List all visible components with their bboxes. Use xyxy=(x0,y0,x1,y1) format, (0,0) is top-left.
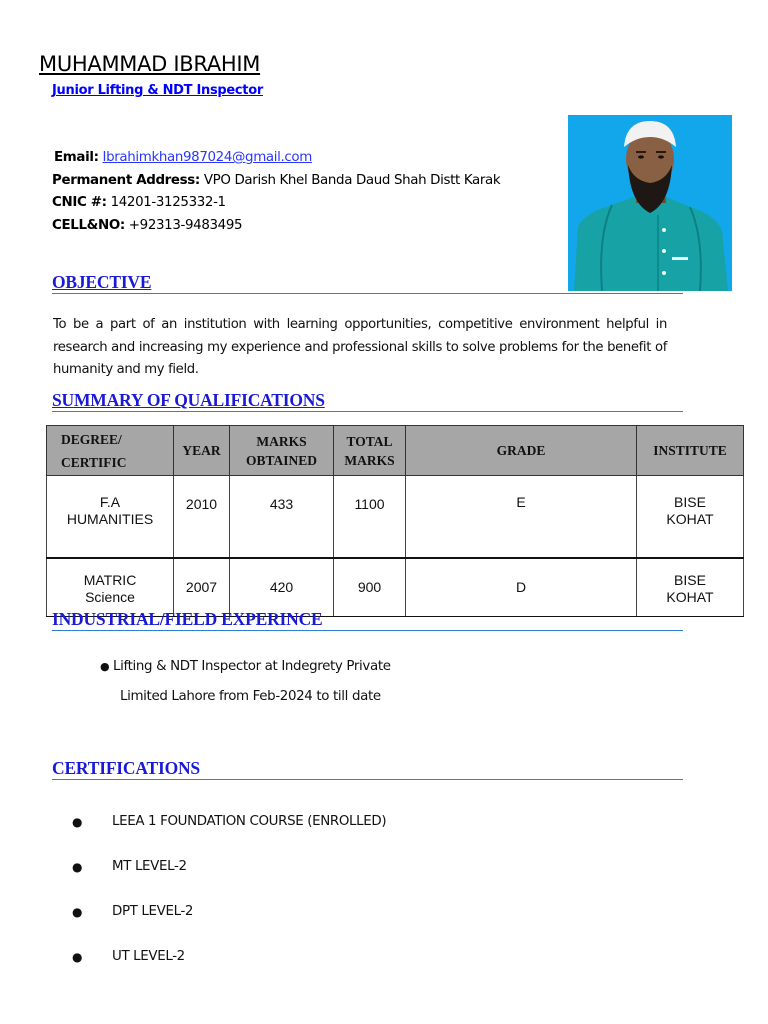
bullet-icon: ● xyxy=(72,950,83,964)
profile-photo xyxy=(568,115,732,291)
column-header-degree-line1: DEGREE/ xyxy=(61,431,122,447)
certifications-heading xyxy=(52,758,683,780)
column-header-marks-line1: MARKS xyxy=(256,433,307,449)
candidate-name: MUHAMMAD IBRAHIM xyxy=(39,52,261,76)
bullet-icon: ● xyxy=(100,660,110,673)
degree-line2: HUMANITIES xyxy=(66,511,154,527)
cell-grade: D xyxy=(406,558,637,617)
certification-label: LEEA 1 FOUNDATION COURSE (ENROLLED) xyxy=(112,814,387,829)
experience-line2: Limited Lahore from Feb-2024 to till date xyxy=(120,689,381,704)
cell-total-marks: 1100 xyxy=(334,476,406,559)
column-header-grade xyxy=(406,426,637,476)
cnic-row xyxy=(52,192,500,215)
column-header-marks-line2: OBTAINED xyxy=(245,452,317,468)
contact-block xyxy=(52,147,500,237)
table-row xyxy=(47,558,744,617)
column-header-year-label: YEAR xyxy=(182,443,221,458)
job-title: Junior Lifting & NDT Inspector xyxy=(52,83,263,98)
column-header-total-marks xyxy=(334,426,406,476)
column-header-year xyxy=(174,426,230,476)
column-header-grade-label: GRADE xyxy=(496,443,546,458)
cnic-label: CNIC #: xyxy=(52,195,107,210)
experience-item xyxy=(100,652,391,682)
cell-institute xyxy=(637,558,744,617)
cell-degree xyxy=(47,476,174,559)
certification-label: UT LEVEL-2 xyxy=(112,949,185,964)
column-header-institute xyxy=(637,426,744,476)
certification-label: MT LEVEL-2 xyxy=(112,859,187,874)
column-header-institute-label: INSTITUTE xyxy=(653,443,727,458)
institute-line1: BISE xyxy=(674,494,706,510)
institute-line1: BISE xyxy=(674,571,706,588)
qualifications-heading xyxy=(52,390,683,412)
cell-label: CELL&NO: xyxy=(52,217,125,233)
address-value: VPO Darish Khel Banda Daud Shah Distt Karak xyxy=(203,172,501,188)
cell-row xyxy=(52,215,500,238)
experience-title: INDUSTRIAL/FIELD EXPERINCE xyxy=(52,609,323,629)
person-portrait-icon xyxy=(568,115,732,291)
column-header-marks-obtained xyxy=(230,426,334,476)
certifications-list xyxy=(72,810,386,990)
list-item xyxy=(72,900,386,945)
column-header-total-line1: TOTAL xyxy=(346,433,393,449)
email-row xyxy=(52,147,500,170)
institute-line2: KOHAT xyxy=(666,588,714,605)
experience-line1: Lifting & NDT Inspector at Indegrety Private xyxy=(113,659,391,674)
experience-list xyxy=(100,652,391,712)
institute-line2: KOHAT xyxy=(666,511,714,527)
objective-title: OBJECTIVE xyxy=(52,272,152,292)
bullet-icon: ● xyxy=(72,815,83,829)
cnic-value: 14201-3125332-1 xyxy=(110,195,226,210)
table-header-row xyxy=(47,426,744,476)
email-label: Email: xyxy=(54,150,99,165)
bullet-icon: ● xyxy=(72,860,83,874)
qualifications-table xyxy=(46,425,744,617)
qualifications-title: SUMMARY OF QUALIFICATIONS xyxy=(52,390,325,410)
cell-total-marks: 900 xyxy=(334,558,406,617)
degree-line1: F.A xyxy=(99,494,121,510)
list-item xyxy=(72,810,386,855)
cell-institute xyxy=(637,476,744,559)
cell-marks-obtained: 420 xyxy=(230,558,334,617)
cell-degree xyxy=(47,558,174,617)
certifications-title: CERTIFICATIONS xyxy=(52,758,200,778)
objective-text: To be a part of an institution with learning opportunities, competitive environment helpful in research and increasing my experience and professional skills to solve problems for the benefit of humanity and my field. xyxy=(53,317,667,377)
address-row xyxy=(52,170,500,193)
cell-grade: E xyxy=(406,476,637,559)
column-header-degree xyxy=(47,426,174,476)
email-link[interactable]: Ibrahimkhan987024@gmail.com xyxy=(102,150,312,165)
experience-heading xyxy=(52,609,683,631)
table-row xyxy=(47,476,744,559)
cell-year: 2007 xyxy=(174,558,230,617)
cell-year: 2010 xyxy=(174,476,230,559)
list-item xyxy=(72,945,386,990)
bullet-icon: ● xyxy=(72,905,83,919)
column-header-total-line2: MARKS xyxy=(344,452,395,468)
list-item xyxy=(72,855,386,900)
certification-label: DPT LEVEL-2 xyxy=(112,904,194,919)
cell-marks-obtained: 433 xyxy=(230,476,334,559)
degree-line1: MATRIC xyxy=(83,571,137,588)
address-label: Permanent Address: xyxy=(52,172,200,188)
column-header-degree-line2: CERTIFIC xyxy=(61,454,127,470)
objective-heading xyxy=(52,272,683,294)
cell-value: +92313-9483495 xyxy=(128,217,243,233)
degree-line2: Science xyxy=(85,588,135,605)
